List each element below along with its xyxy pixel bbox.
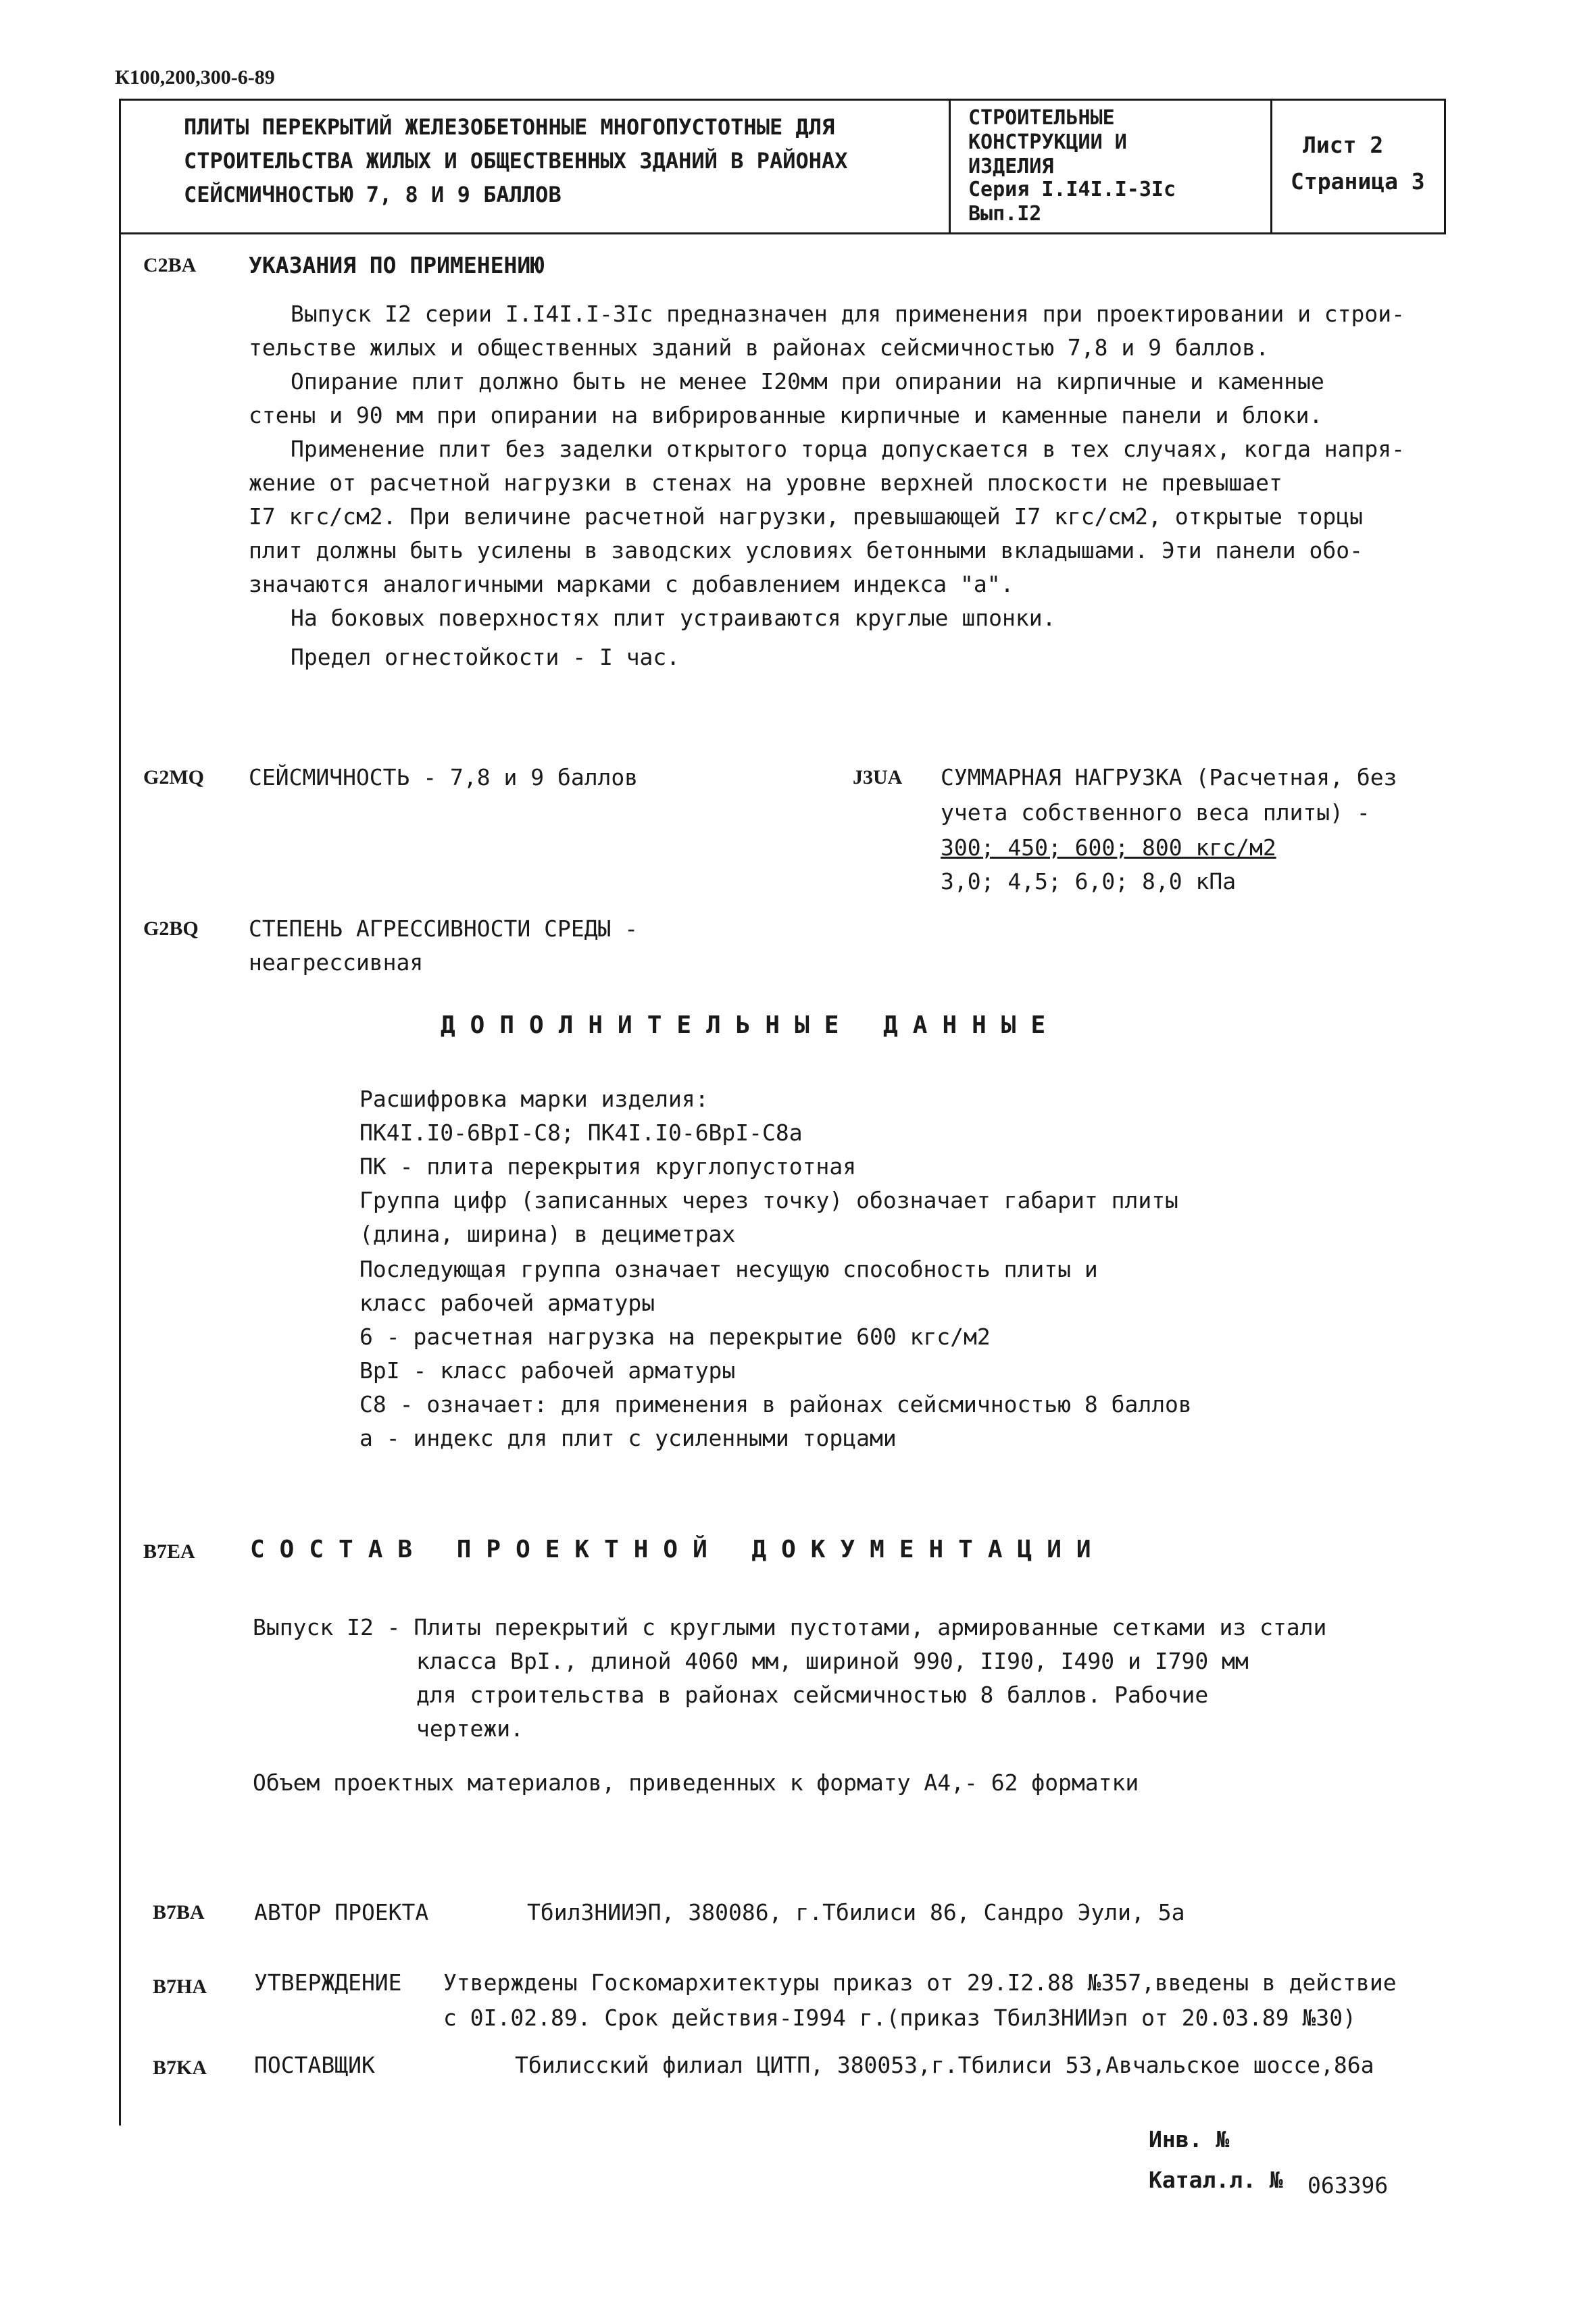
section-code-b7ba: B7BA — [153, 1901, 205, 1923]
header-divider-1 — [949, 99, 951, 234]
body-line: жение от расчетной нагрузки в стенах на уровне верхней плоскости не превышает — [249, 470, 1282, 496]
section-code-g2bq: G2BQ — [143, 917, 199, 940]
author-label: АВТОР ПРОЕКТА — [254, 1899, 429, 1926]
approval-line: Утверждены Госкомархитектуры приказ от 29.I2.88 №357,введены в действие — [443, 1969, 1397, 1996]
extra-line: ПК - плита перекрытия круглопустотная — [359, 1153, 857, 1180]
seismicity-value: СЕЙСМИЧНОСТЬ - 7,8 и 9 баллов — [249, 764, 639, 790]
frame-top-line — [119, 99, 1446, 101]
aggressiveness-label: СТЕПЕНЬ АГРЕССИВНОСТИ СРЕДЫ - — [249, 915, 639, 942]
aggressiveness-value: неагрессивная — [249, 949, 424, 976]
category-line: КОНСТРУКЦИИ И — [968, 130, 1127, 154]
documentation-line: для строительства в районах сейсмичностью 8 баллов. Рабочие — [416, 1682, 1209, 1708]
catalog-sheet-number: 063396 — [1307, 2172, 1389, 2198]
header-divider-2 — [1270, 99, 1272, 234]
body-line: I7 кгс/см2. При величине расчетной нагрузки, превышающей I7 кгс/см2, открытые торцы — [249, 503, 1364, 530]
documentation-line: класса BpI., длиной 4060 мм, шириной 990, II90, I490 и I790 мм — [416, 1648, 1249, 1674]
category-line: Вып.I2 — [968, 202, 1042, 226]
extra-line: (длина, ширина) в дециметрах — [359, 1221, 736, 1247]
frame-left-line — [119, 99, 121, 2126]
approval-label: УТВЕРЖДЕНИЕ — [254, 1969, 402, 1996]
body-line: Применение плит без заделки открытого торца допускается в тех случаях, когда напря- — [291, 436, 1405, 462]
extra-line: BpI - класс рабочей арматуры — [359, 1357, 736, 1384]
extra-line: Расшифровка марки изделия: — [359, 1086, 709, 1112]
documentation-volume: Объем проектных материалов, приведенных к формату А4,- 62 форматки — [253, 1769, 1139, 1796]
category-line: Серия I.I4I.I-3Ic — [968, 178, 1176, 201]
category-line: ИЗДЕЛИЯ — [968, 155, 1054, 178]
author-value: ТбилЗНИИЭП, 380086, г.Тбилиси 86, Сандро Эули, 5а — [527, 1899, 1185, 1926]
catalog-sheet-label: Катал.л. № — [1149, 2167, 1283, 2193]
documentation-line: чертежи. — [416, 1715, 524, 1742]
page-number: Страница 3 — [1291, 168, 1425, 195]
body-line: Выпуск I2 серии I.I4I.I-3Ic предназначен для применения при проектировании и строи- — [291, 301, 1405, 327]
extra-line: класс рабочей арматуры — [359, 1290, 655, 1316]
section-code-j3ua: J3UA — [853, 766, 903, 788]
category-line: СТРОИТЕЛЬНЫЕ — [968, 106, 1115, 130]
frame-right-line — [1444, 99, 1446, 234]
extra-line: C8 - означает: для применения в районах сейсмичностью 8 баллов — [359, 1391, 1192, 1417]
section-code-g2mq: G2MQ — [143, 766, 204, 788]
body-line: значаются аналогичными марками с добавлением индекса "а". — [249, 571, 1014, 597]
section-code-b7ha: B7HA — [153, 1976, 207, 1998]
body-line: тельстве жилых и общественных зданий в районах сейсмичностью 7,8 и 9 баллов. — [249, 334, 1269, 361]
body-line: Опирание плит должно быть не менее I20мм при опирании на кирпичные и каменные — [291, 368, 1324, 395]
sheet-number: Лист 2 — [1303, 132, 1384, 158]
header-title-line: СЕЙСМИЧНОСТЬЮ 7, 8 И 9 БАЛЛОВ — [184, 182, 562, 207]
section-code-b7ka: B7KA — [153, 2057, 207, 2079]
load-line: СУММАРНАЯ НАГРУЗКА (Расчетная, без — [941, 764, 1397, 790]
load-line: учета собственного веса плиты) - — [941, 799, 1370, 826]
extra-line: а - индекс для плит с усиленными торцами — [359, 1425, 897, 1451]
load-values-kgs: 300; 450; 600; 800 кгс/м2 — [941, 834, 1276, 861]
section-code-c2ba: C2BA — [143, 254, 197, 276]
extra-line: Последующая группа означает несущую способность плиты и — [359, 1256, 1098, 1282]
supplier-value: Тбилисский филиал ЦИТП, 380053,г.Тбилиси 53,Авчальское шоссе,86а — [515, 2052, 1374, 2078]
body-line: стены и 90 мм при опирании на вибрированные кирпичные и каменные панели и блоки. — [249, 402, 1323, 428]
extra-line: Группа цифр (записанных через точку) обозначает габарит плиты — [359, 1187, 1178, 1213]
header-title-line: ПЛИТЫ ПЕРЕКРЫТИЙ ЖЕЛЕЗОБЕТОННЫЕ МНОГОПУСТОТНЫЕ ДЛЯ — [184, 114, 835, 140]
approval-line: с 0I.02.89. Срок действия-I994 г.(приказ ТбилЗНИИэп от 20.03.89 №30) — [443, 2005, 1357, 2031]
body-line: Предел огнестойкости - I час. — [291, 644, 680, 670]
body-line: плит должны быть усилены в заводских условиях бетонными вкладышами. Эти панели обо- — [249, 537, 1364, 563]
header-title-line: СТРОИТЕЛЬСТВА ЖИЛЫХ И ОБЩЕСТВЕННЫХ ЗДАНИЙ В РАЙОНАХ — [184, 148, 848, 174]
c2ba-heading: УКАЗАНИЯ ПО ПРИМЕНЕНИЮ — [249, 252, 545, 278]
extra-line: 6 - расчетная нагрузка на перекрытие 600 кгс/м2 — [359, 1324, 991, 1350]
load-values-kpa: 3,0; 4,5; 6,0; 8,0 кПа — [941, 868, 1237, 895]
header-bottom-line — [119, 232, 1446, 234]
extra-data-heading: ДОПОЛНИТЕЛЬНЫЕ ДАННЫЕ — [441, 1011, 1061, 1039]
document-code: К100,200,300-6-89 — [115, 66, 275, 89]
section-code-b7ea: B7EA — [143, 1540, 195, 1563]
documentation-heading: СОСТАВ ПРОЕКТНОЙ ДОКУМЕНТАЦИИ — [250, 1536, 1106, 1563]
documentation-line: Выпуск I2 - Плиты перекрытий с круглыми пустотами, армированные сетками из стали — [253, 1614, 1327, 1640]
inventory-number-label: Инв. № — [1149, 2126, 1230, 2153]
extra-line: ПК4I.I0-6BpI-C8; ПК4I.I0-6BpI-C8a — [359, 1120, 803, 1146]
supplier-label: ПОСТАВЩИК — [254, 2052, 375, 2078]
body-line: На боковых поверхностях плит устраиваются круглые шпонки. — [291, 605, 1056, 631]
